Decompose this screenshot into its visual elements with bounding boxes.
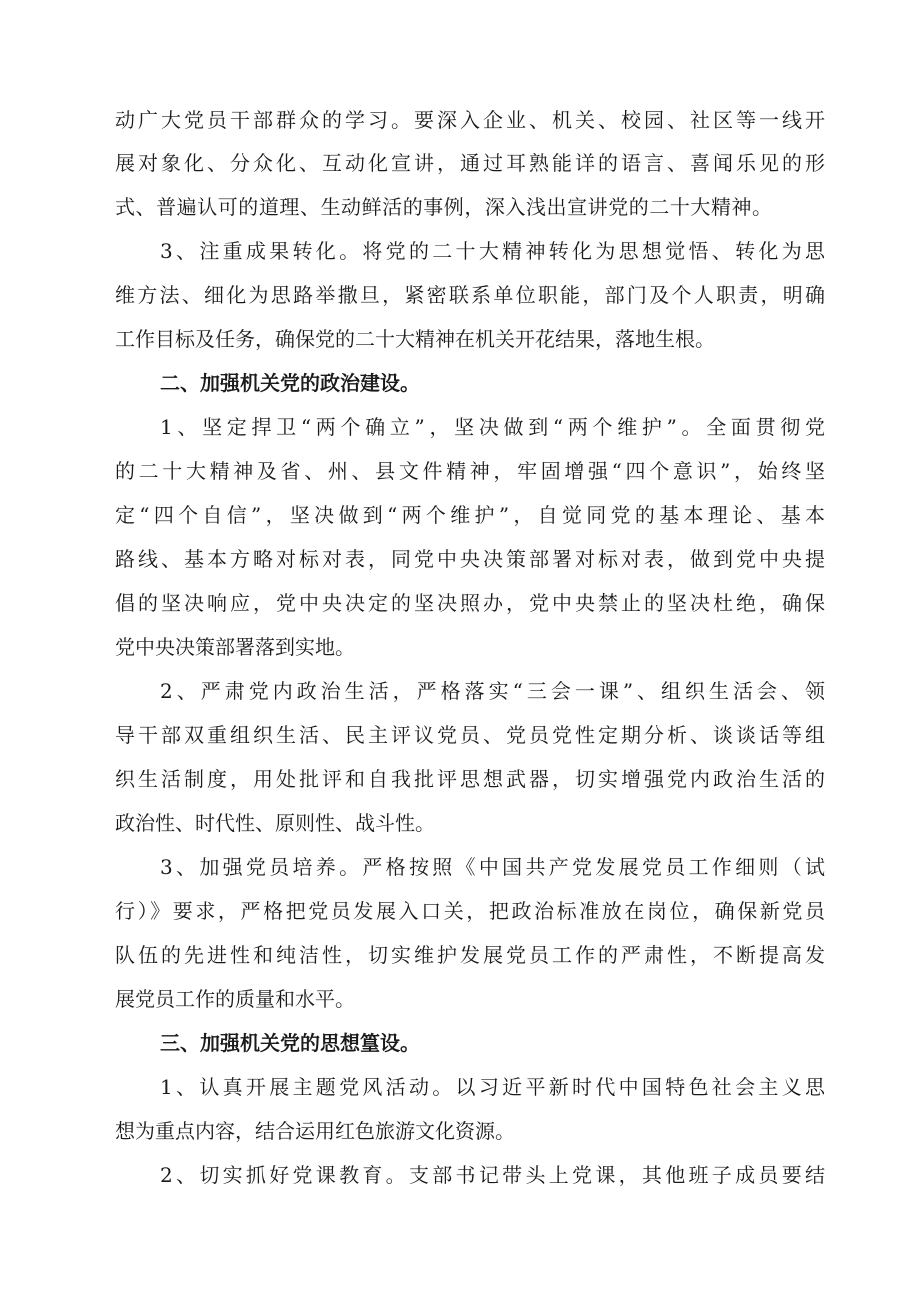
paragraph-line: 织生活制度，用处批评和自我批评思想武器，切实增强党内政治生活的	[115, 767, 825, 791]
paragraph-line: 式、普遍认可的道理、生动鲜活的事例，深入浅出宣讲党的二十大精神。	[115, 195, 773, 219]
paragraph-line: 政治性、时代性、原则性、战斗性。	[115, 811, 435, 835]
paragraph-line: 2、严肃党内政治生活，严格落实“三会一课”、组织生活会、领	[160, 679, 825, 703]
section-heading: 二、加强机关党的政治建设。	[160, 371, 420, 395]
paragraph-line: 展党员工作的质量和水平。	[115, 987, 355, 1011]
paragraph-line: 动广大党员干部群众的学习。要深入企业、机关、校园、社区等一线开	[115, 108, 825, 132]
section-heading: 三、加强机关党的思想篁设。	[160, 1031, 420, 1055]
paragraph-line: 想为重点内容，结合运用红色旅游文化资源。	[115, 1119, 515, 1143]
paragraph-line: 3、加强党员培养。严格按照《中国共产党发展党员工作细则（试	[160, 855, 825, 879]
paragraph-line: 维方法、细化为思路举撒旦，紧密联系单位职能，部门及个人职责，明确	[115, 283, 825, 307]
paragraph-line: 展对象化、分众化、互动化宣讲，通过耳熟能详的语言、喜闻乐见的形	[115, 151, 825, 175]
paragraph-line: 1、认真开展主题党风活动。以习近平新时代中国特色社会主义思	[160, 1075, 825, 1099]
paragraph-line: 党中央决策部署落到实地。	[115, 635, 355, 659]
paragraph-line: 的二十大精神及省、州、县文件精神，牢固增强“四个意识”，始终坚	[115, 459, 825, 483]
paragraph-line: 1、坚定捍卫“两个确立”，坚决做到“两个维护”。全面贯彻党	[160, 415, 825, 439]
paragraph-line: 倡的坚决响应，党中央决定的坚决照办，党中央禁止的坚决杜绝，确保	[115, 591, 825, 615]
paragraph-line: 3、注重成果转化。将党的二十大精神转化为思想觉悟、转化为思	[160, 239, 825, 263]
paragraph-line: 队伍的先进性和纯洁性，切实维护发展党员工作的严肃性，不断提高发	[115, 943, 825, 967]
paragraph-line: 路线、基本方略对标对表，同党中央决策部署对标对表，做到党中央提	[115, 547, 825, 571]
paragraph-line: 2、切实抓好党课教育。支部书记带头上党课，其他班子成员要结	[160, 1163, 825, 1187]
paragraph-line: 行）》要求，严格把党员发展入口关，把政治标准放在岗位，确保新党员	[115, 899, 825, 923]
paragraph-line: 定“四个自信”，坚决做到“两个维护”，自觉同党的基本理论、基本	[115, 503, 825, 527]
paragraph-line: 导干部双重组织生活、民主评议党员、党员党性定期分析、谈谈话等组	[115, 723, 825, 747]
paragraph-line: 工作目标及任务，确保党的二十大精神在机关开花结果，落地生根。	[115, 327, 715, 351]
